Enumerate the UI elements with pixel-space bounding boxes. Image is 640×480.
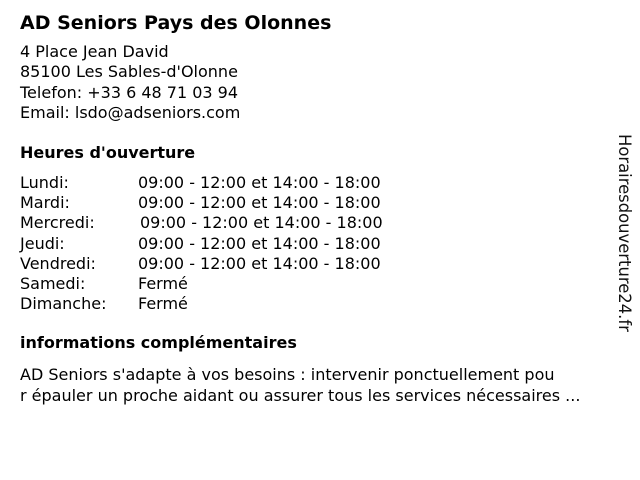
hours-row-saturday: [20, 274, 383, 294]
hours-day: Dimanche:: [20, 294, 107, 314]
watermark-text: Horairesdouverture24.fr: [615, 134, 634, 332]
hours-day: Mardi:: [20, 193, 70, 213]
hours-day: Samedi:: [20, 273, 86, 293]
hours-time: 09:00 - 12:00 et 14:00 - 18:00: [140, 213, 383, 233]
hours-row-wednesday: [20, 213, 383, 233]
address-city: 85100 Les Sables-d'Olonne: [20, 62, 238, 82]
address-street: 4 Place Jean David: [20, 42, 169, 61]
hours-day: Vendredi:: [20, 253, 96, 273]
hours-day: Jeudi:: [20, 233, 65, 253]
opening-hours-table: [20, 173, 383, 314]
hours-time: 09:00 - 12:00 et 14:00 - 18:00: [138, 253, 381, 273]
opening-hours-heading: Heures d'ouverture: [20, 143, 196, 162]
hours-row-friday: [20, 254, 383, 274]
info-line-1: AD Seniors s'adapte à vos besoins : intervenir ponctuellement pou: [20, 365, 555, 384]
additional-info-heading: informations complémentaires: [20, 333, 297, 352]
hours-time: Fermé: [138, 273, 188, 293]
hours-row-thursday: [20, 234, 383, 254]
email-line: Email: lsdo@adseniors.com: [20, 102, 241, 122]
hours-row-monday: [20, 173, 383, 193]
hours-time: 09:00 - 12:00 et 14:00 - 18:00: [138, 173, 381, 192]
hours-day: Lundi:: [20, 173, 69, 192]
phone-line: Telefon: +33 6 48 71 03 94: [20, 82, 239, 102]
hours-row-tuesday: [20, 193, 383, 213]
hours-time: 09:00 - 12:00 et 14:00 - 18:00: [138, 193, 381, 213]
hours-day: Mercredi:: [20, 213, 95, 233]
additional-info-text: [20, 364, 620, 406]
hours-time: Fermé: [138, 294, 188, 314]
hours-time: 09:00 - 12:00 et 14:00 - 18:00: [138, 233, 381, 253]
business-name: AD Seniors Pays des Olonnes: [20, 12, 332, 34]
info-line-2: r épauler un proche aidant ou assurer tous les services nécessaires ...: [20, 386, 581, 405]
hours-row-sunday: [20, 294, 383, 314]
site-watermark: [612, 134, 636, 344]
business-card: [20, 10, 610, 405]
address-block: [20, 42, 610, 123]
